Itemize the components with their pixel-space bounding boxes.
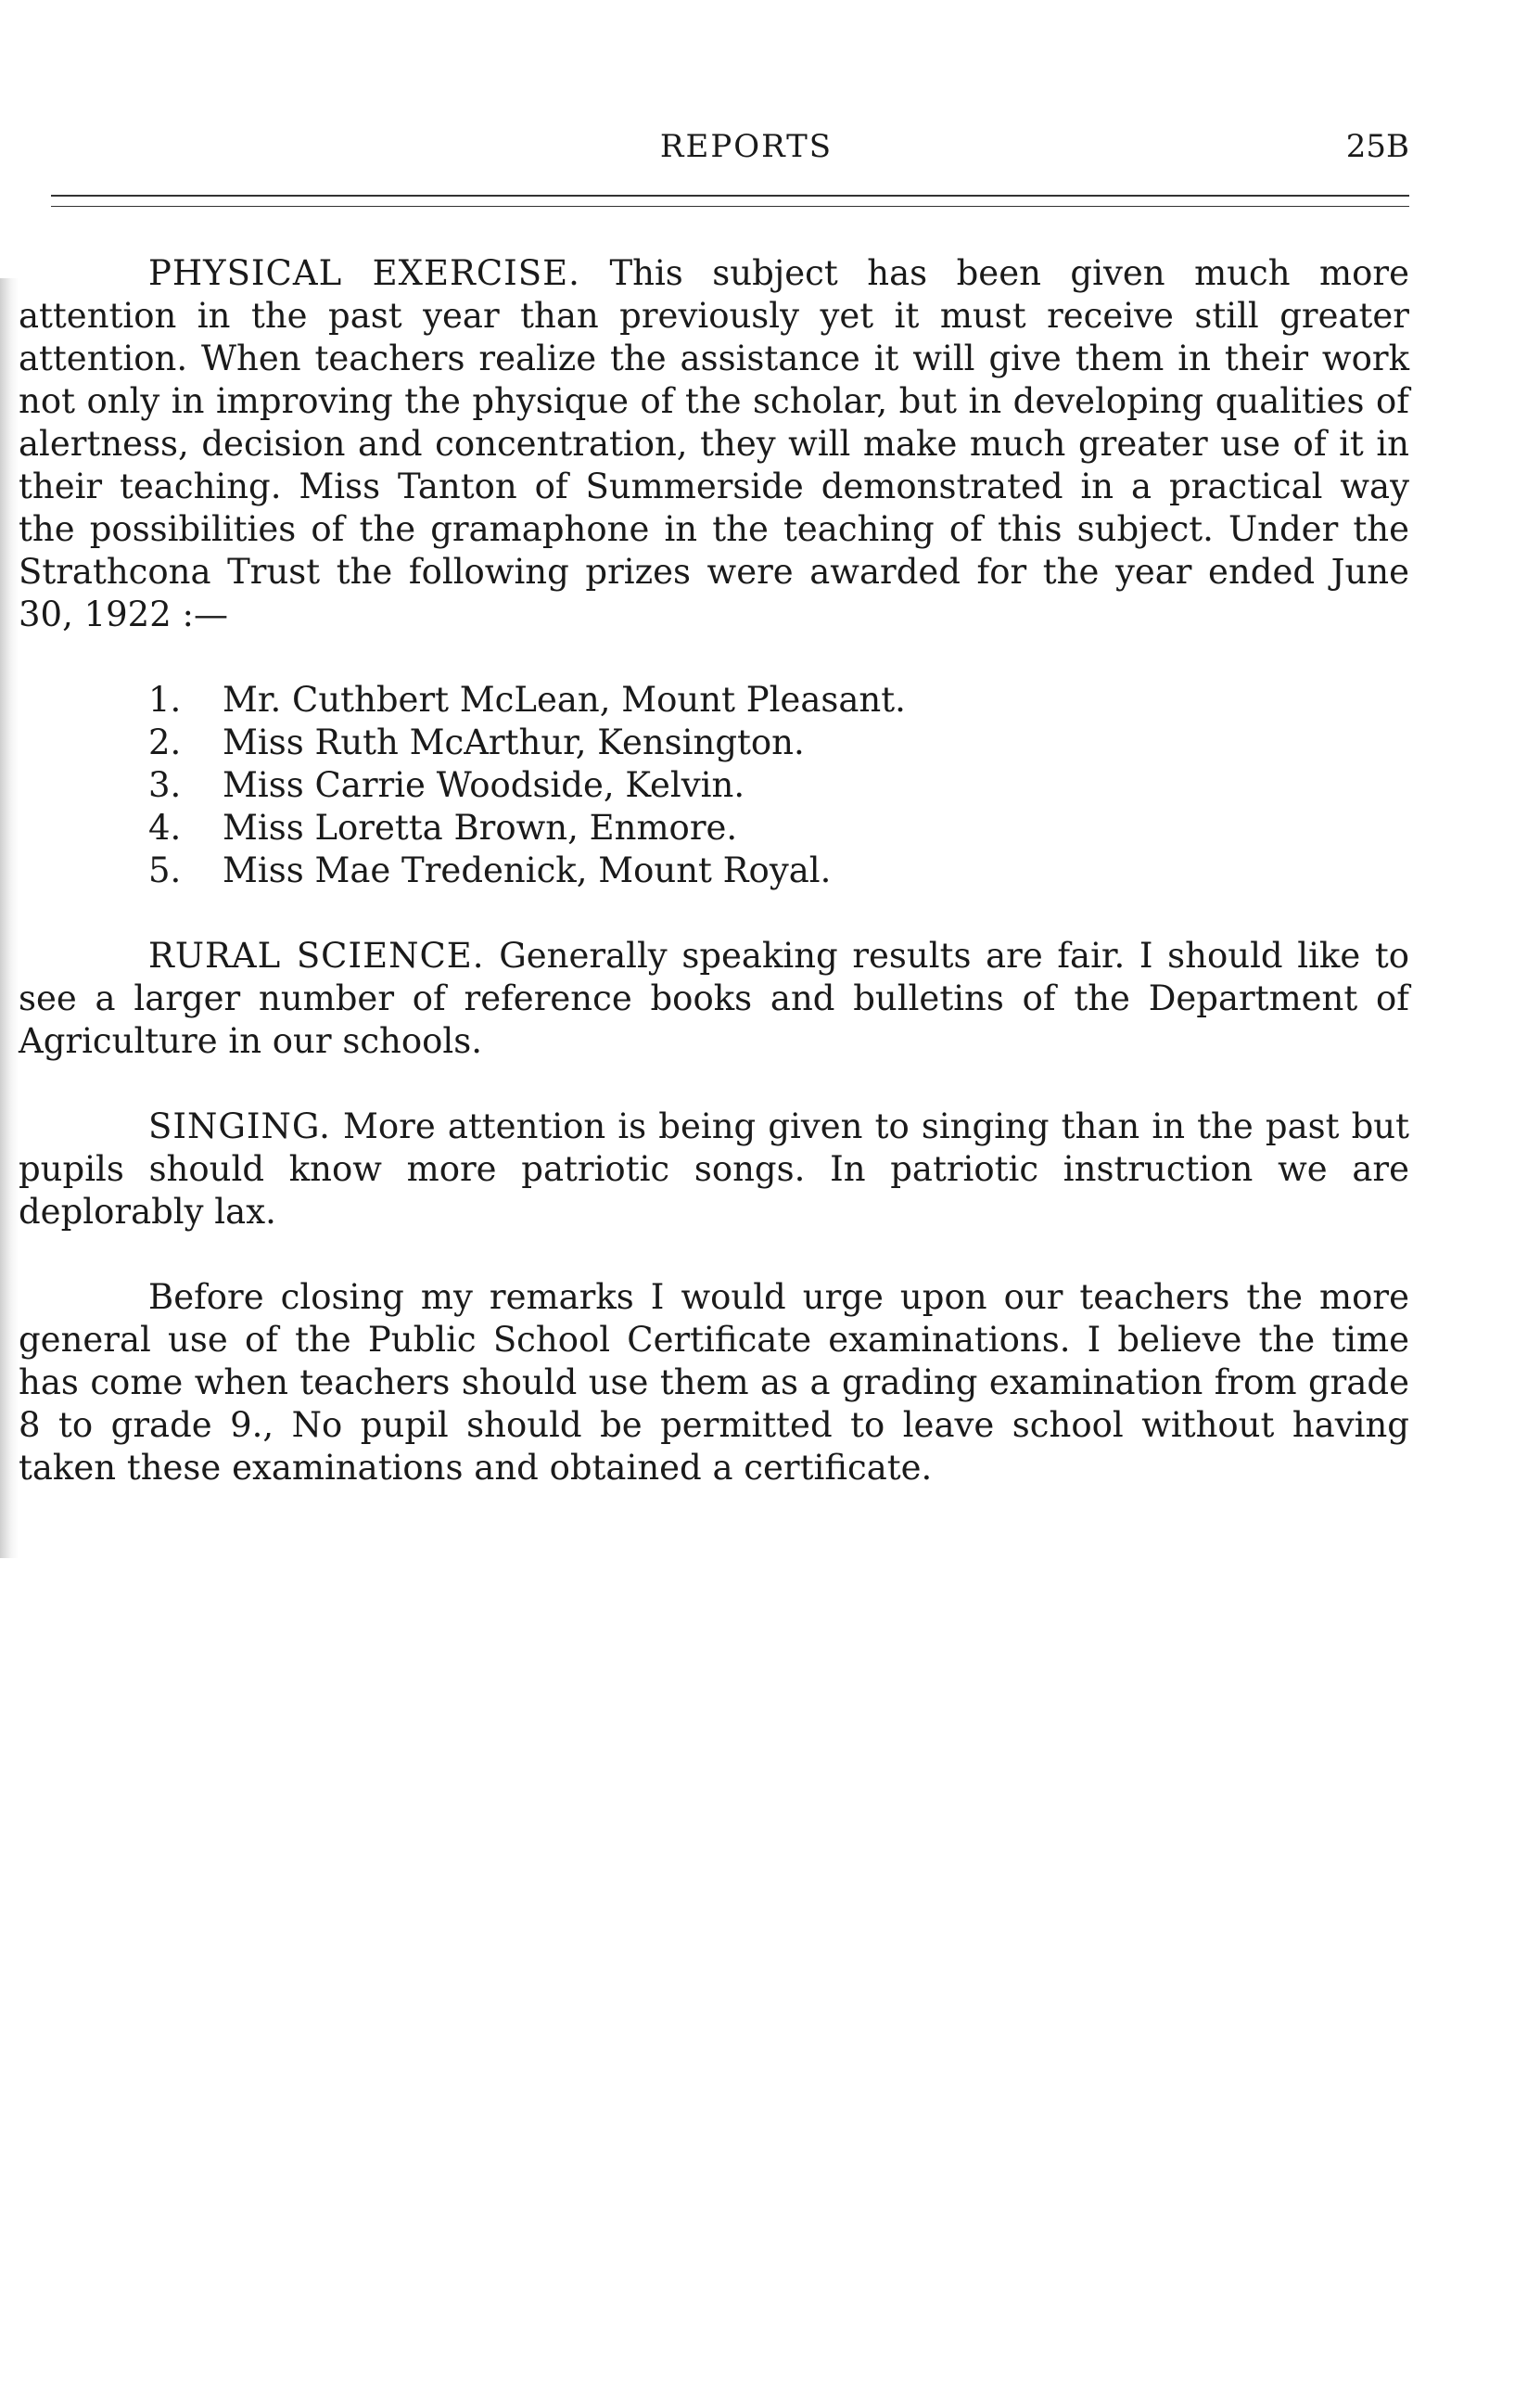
paragraph-text: More attention is being given to singing than in the past but pupils should know more patriotic songs. In patriotic instruction we are deplorably lax. xyxy=(19,1106,1409,1232)
section-heading: PHYSICAL EXERCISE. xyxy=(148,253,580,293)
list-item-number: 5. xyxy=(148,850,182,890)
section-heading: SINGING. xyxy=(148,1106,331,1146)
running-title: REPORTS xyxy=(659,128,834,165)
list-item-name: Miss Ruth McArthur, Kensington. xyxy=(223,722,805,762)
list-item xyxy=(19,764,1409,807)
list-item-number: 4. xyxy=(148,808,182,848)
list-item-name: Miss Loretta Brown, Enmore. xyxy=(223,808,738,848)
body-text xyxy=(19,252,1409,1532)
paragraph-physical-exercise xyxy=(19,252,1409,636)
page-header xyxy=(51,128,1409,174)
header-rule-secondary xyxy=(51,206,1409,207)
paragraph-text: Before closing my remarks I would urge upon our teachers the more general use of the Public School Certificate examinations. I believe the time has come when teachers should use them as a grading examination from grade 8 to grade 9., No pupil should be permitted to leave school without having taken these examinations and obtained a certificate. xyxy=(19,1277,1409,1488)
paragraph-singing xyxy=(19,1106,1409,1233)
paragraph-closing-remarks xyxy=(19,1276,1409,1489)
list-item-name: Miss Carrie Woodside, Kelvin. xyxy=(223,765,745,805)
header-rule xyxy=(51,195,1409,197)
section-heading: RURAL SCIENCE. xyxy=(148,936,485,976)
prize-list xyxy=(19,679,1409,892)
list-item-name: Miss Mae Tredenick, Mount Royal. xyxy=(223,850,832,890)
paragraph-text: This subject has been given much more attention in the past year than previously yet it must receive still greater attention. When teachers realize the assistance it will give them in their work not only in improving the physique of the scholar, but in developing qualities of alertness, decision and concentration, they will make much greater use of it in their teaching. Miss Tanton of Summerside demonstrated in a practical way the possibilities of the gramaphone in the teaching of this subject. Under the Strathcona Trust the following prizes were awarded for the year ended June 30, 1922 :— xyxy=(19,253,1409,634)
list-item xyxy=(19,679,1409,722)
paragraph-rural-science xyxy=(19,935,1409,1063)
page-number: 25B xyxy=(1345,128,1409,165)
list-item xyxy=(19,807,1409,850)
list-item-number: 3. xyxy=(148,765,182,805)
paragraph-text: Generally speaking results are fair. I should like to see a larger number of reference books and bulletins of the Department of Agriculture in our schools. xyxy=(19,936,1409,1061)
list-item-name: Mr. Cuthbert McLean, Mount Pleasant. xyxy=(223,680,906,720)
list-item xyxy=(19,722,1409,764)
list-item xyxy=(19,850,1409,892)
scan-edge-shadow xyxy=(0,278,19,1558)
list-item-number: 1. xyxy=(148,680,182,720)
list-item-number: 2. xyxy=(148,722,182,762)
